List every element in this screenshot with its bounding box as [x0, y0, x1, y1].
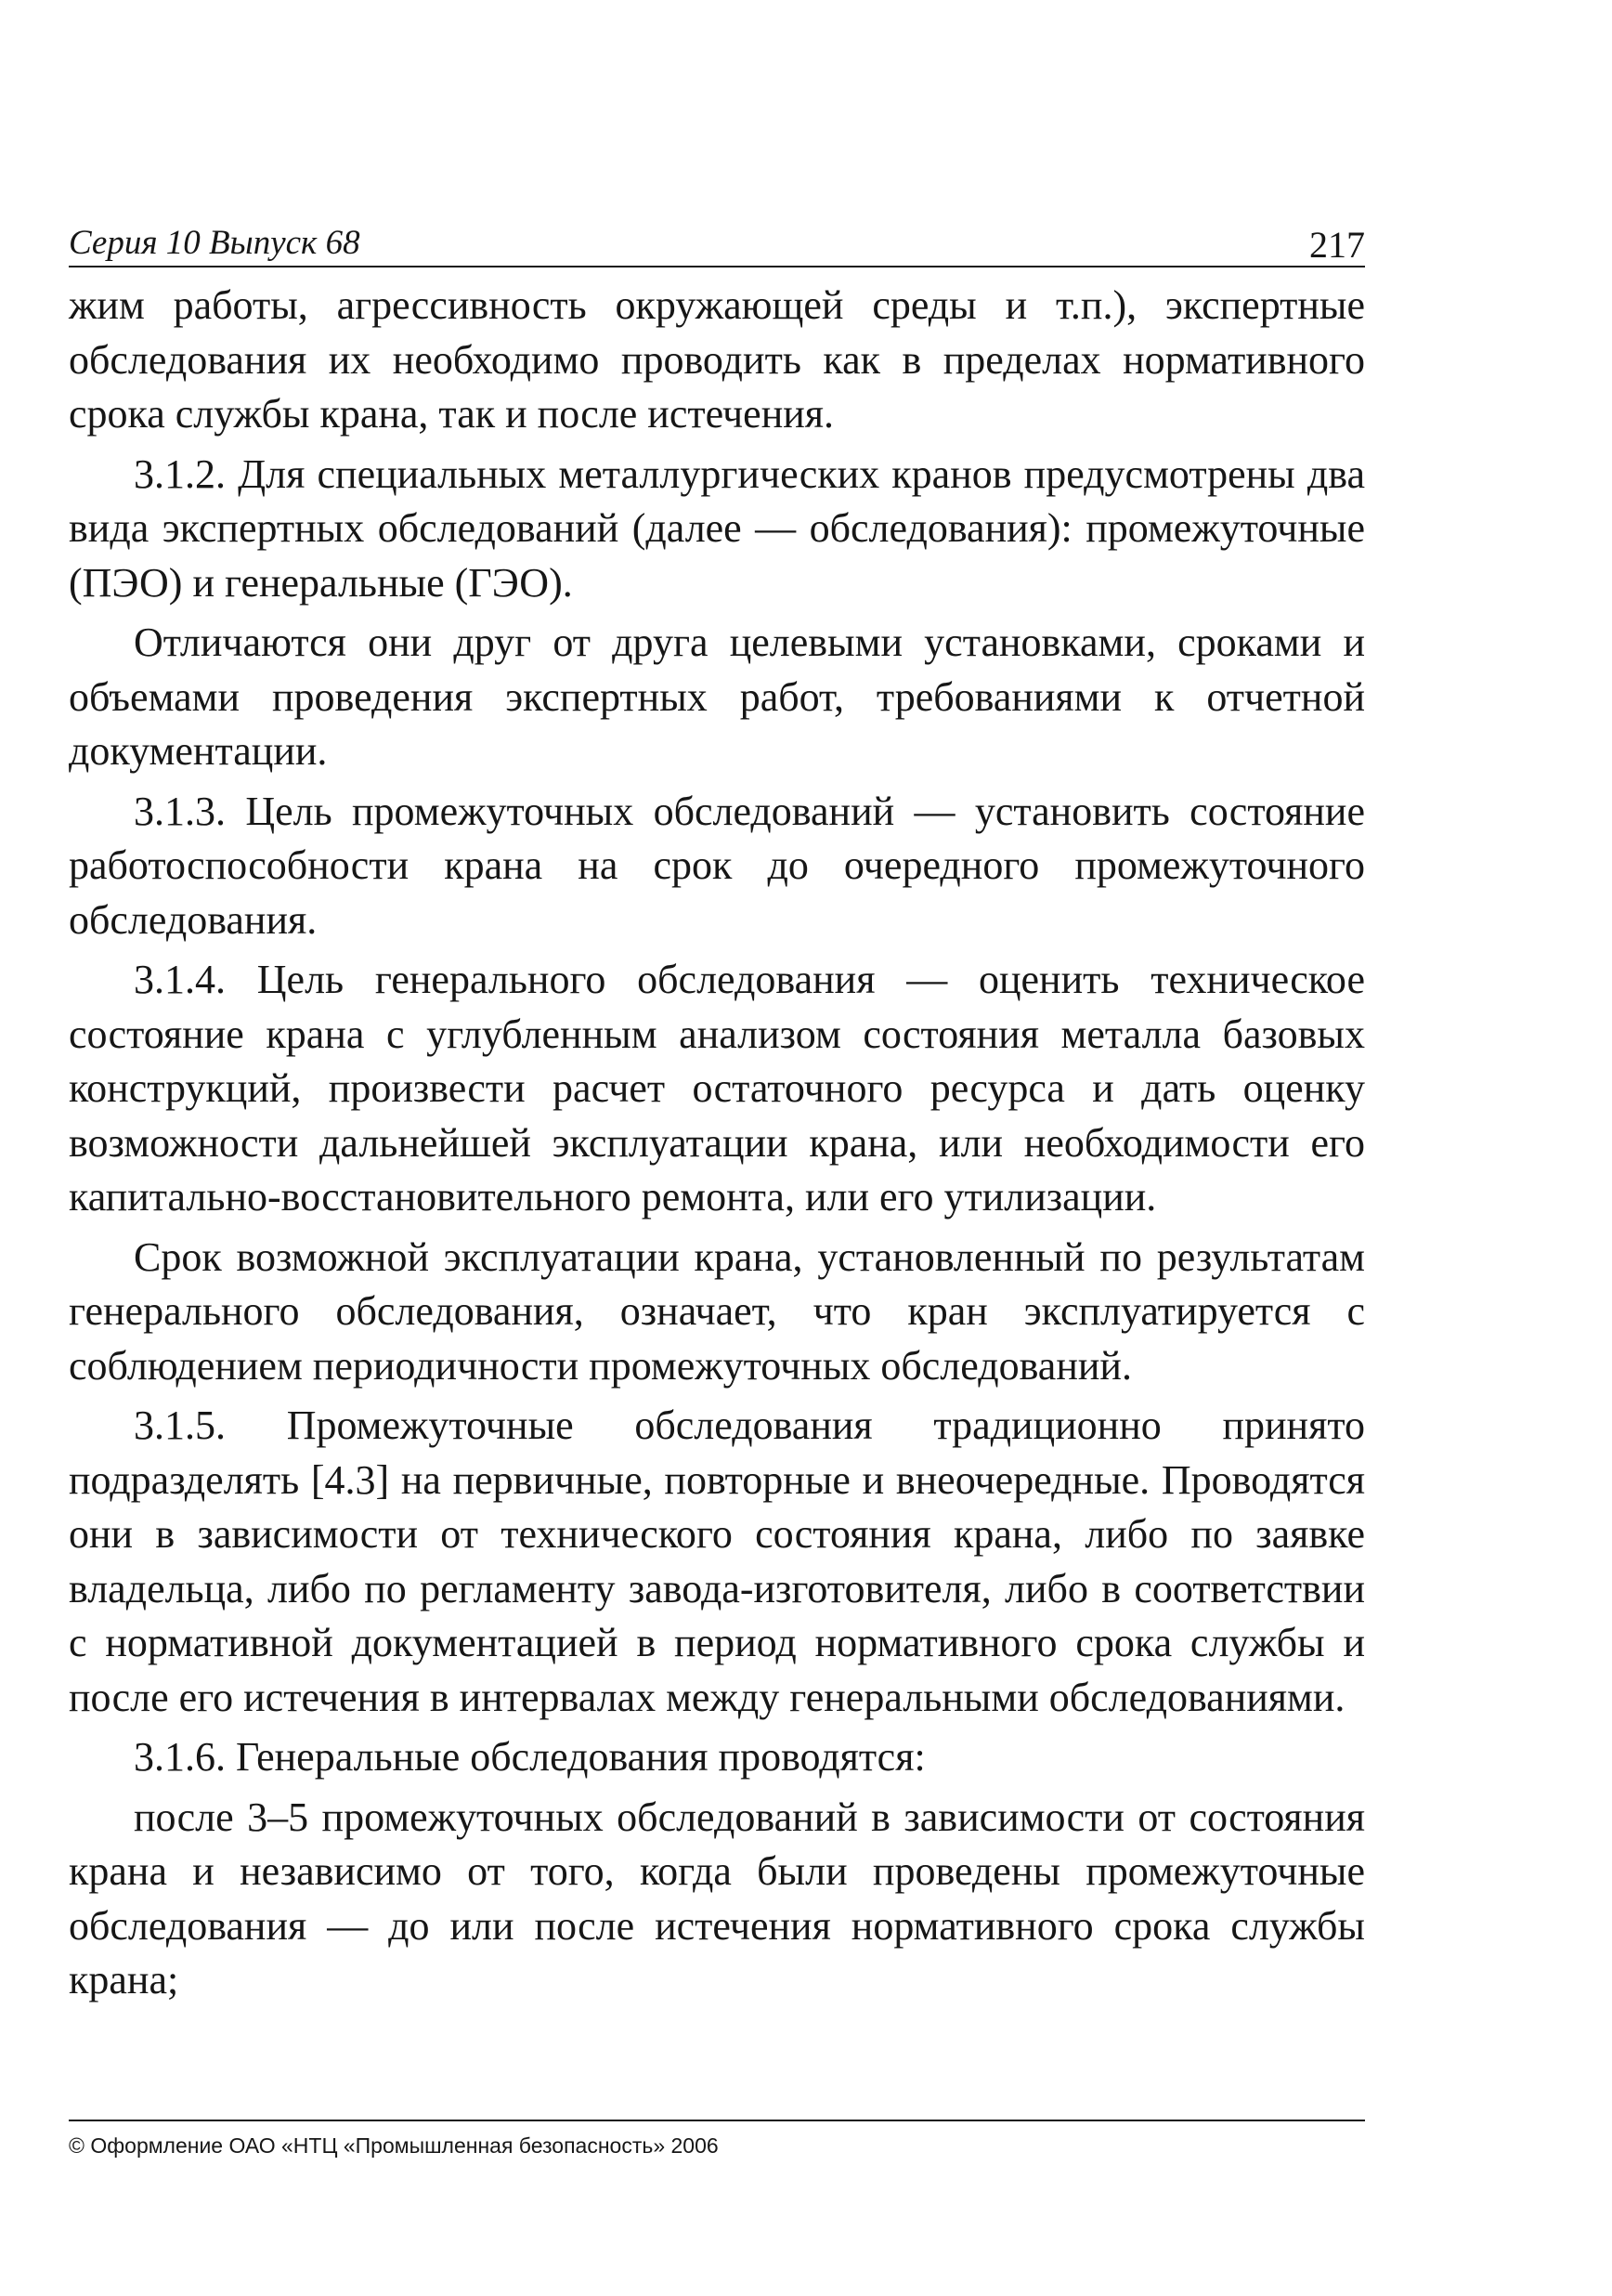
running-header	[69, 223, 1365, 267]
paragraph-3-1-6: 3.1.6. Генеральные обследования проводятся:	[134, 1734, 926, 1780]
paragraph-3-1-2: 3.1.2. Для специальных металлургических кранов предусмотрены два вида экспертных обследований (далее — обследования): промежуточные (ПЭО) и генеральные (ГЭО).	[69, 450, 1365, 606]
paragraph-3-1-3: 3.1.3. Цель промежуточных обследований — установить состояние работоспособности крана на срок до очередного промежуточного обследования.	[69, 788, 1365, 943]
paragraph-continuation: жим работы, агрессивность окружающей среды и т.п.), экспертные обследования их необходимо проводить как в пределах нормативного срока службы крана, так и после истечения.	[69, 282, 1365, 437]
paragraph-3-1-5: 3.1.5. Промежуточные обследования традиционно принято подразделять [4.3] на первичные, повторные и внеочередные. Проводятся они в зависимости от технического состояния крана, либо по заявке владельца, либо по регламенту завода-изготовителя, либо в соответствии с нормативной документацией в период нормативного срока службы и после его истечения в интервалах между генеральными обследованиями.	[69, 1402, 1365, 1720]
paragraph-after-inspections: после 3–5 промежуточных обследований в зависимости от состояния крана и независимо от того, когда были проведены промежуточные обследования — до или после истечения нормативного срока службы крана;	[69, 1794, 1365, 2002]
paragraph-service-term: Срок возможной эксплуатации крана, установленный по результатам генерального обследования, означает, что кран эксплуатируется с соблюдением периодичности промежуточных обследований.	[69, 1233, 1365, 1389]
paragraph-3-1-4: 3.1.4. Цель генерального обследования — оценить техническое состояние крана с углубленным анализом состояния металла базовых конструкций, произвести расчет остаточного ресурса и дать оценку возможности дальнейшей эксплуатации крана, или необходимости его капитально-восстановительного ремонта, или его утилизации.	[69, 957, 1365, 1220]
page-number: 217	[1309, 224, 1365, 266]
series-title: Серия 10 Выпуск 68	[69, 224, 360, 262]
body-text	[69, 279, 1365, 2014]
copyright-footer: © Оформление ОАО «НТЦ «Промышленная безопасность» 2006	[69, 2120, 1365, 2159]
paragraph-distinctions: Отличаются они друг от друга целевыми установками, сроками и объемами проведения экспертных работ, требованиями к отчетной документации.	[69, 620, 1365, 774]
